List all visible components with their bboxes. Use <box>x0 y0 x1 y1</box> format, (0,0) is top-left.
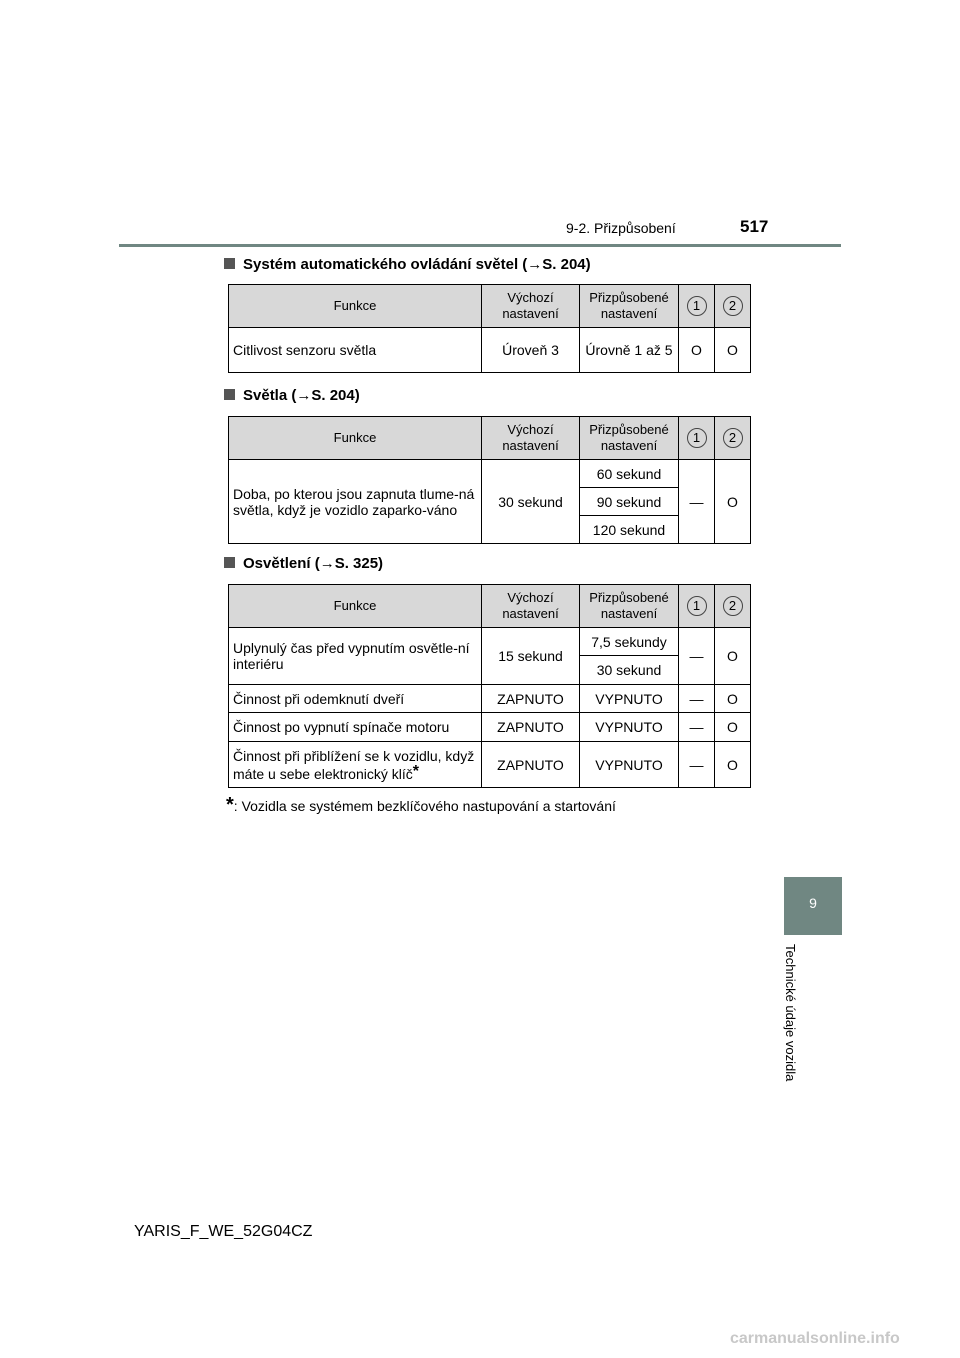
col2-cell: O <box>715 742 751 788</box>
col2-cell: O <box>715 328 751 373</box>
settings-table-2 <box>228 416 751 544</box>
custom-cell: VYPNUTO <box>580 685 679 713</box>
footnote: *: Vozidla se systémem bezklíčového nastupování a startování <box>226 794 616 816</box>
table-row <box>229 460 751 488</box>
function-cell: Činnost při přiblížení se k vozidlu, když máte u sebe elektronický klíč* <box>229 742 482 788</box>
default-cell: ZAPNUTO <box>482 742 580 788</box>
circled-1-icon: 1 <box>687 596 707 616</box>
col-header-function: Funkce <box>229 417 482 460</box>
page-number: 517 <box>740 217 769 236</box>
custom-cell: 30 sekund <box>580 656 679 685</box>
col1-cell: O <box>679 328 715 373</box>
col2-cell: O <box>715 460 751 544</box>
square-bullet-icon <box>224 557 235 568</box>
custom-cell: Úrovně 1 až 5 <box>580 328 679 373</box>
function-cell: Činnost po vypnutí spínače motoru <box>229 713 482 742</box>
col1-cell: — <box>679 685 715 713</box>
col1-cell: — <box>679 713 715 742</box>
default-cell: 30 sekund <box>482 460 580 544</box>
custom-cell: VYPNUTO <box>580 742 679 788</box>
footnote-marker: * <box>226 794 234 816</box>
col-header-custom: Přizpůsobené nastavení <box>580 417 679 460</box>
col2-cell: O <box>715 685 751 713</box>
header-rule <box>119 244 841 247</box>
circled-1-icon: 1 <box>687 296 707 316</box>
square-bullet-icon <box>224 258 235 269</box>
settings-table-3 <box>228 584 751 788</box>
function-cell: Doba, po kterou jsou zapnuta tlume-ná světla, když je vozidlo zaparko-váno <box>229 460 482 544</box>
col-header-function: Funkce <box>229 285 482 328</box>
table-header-row <box>229 417 751 460</box>
section-heading-1: Systém automatického ovládání světel (→S. 204) <box>224 256 591 273</box>
table-row <box>229 713 751 742</box>
col-header-custom: Přizpůsobené nastavení <box>580 585 679 628</box>
table-row <box>229 685 751 713</box>
default-cell: 15 sekund <box>482 628 580 685</box>
section-heading-3: Osvětlení (→S. 325) <box>224 555 383 572</box>
circled-2-icon: 2 <box>723 428 743 448</box>
circled-2-icon: 2 <box>723 596 743 616</box>
col2-cell: O <box>715 713 751 742</box>
header-section: 9-2. Přizpůsobení <box>566 220 676 236</box>
default-cell: Úroveň 3 <box>482 328 580 373</box>
circled-1-icon: 1 <box>687 428 707 448</box>
col-header-custom: Přizpůsobené nastavení <box>580 285 679 328</box>
function-cell: Citlivost senzoru světla <box>229 328 482 373</box>
chapter-tab: 9 <box>784 877 842 935</box>
section-heading-2: Světla (→S. 204) <box>224 387 360 404</box>
function-cell: Uplynulý čas před vypnutím osvětle-ní interiéru <box>229 628 482 685</box>
square-bullet-icon <box>224 389 235 400</box>
table-row <box>229 742 751 788</box>
default-cell: ZAPNUTO <box>482 713 580 742</box>
col-header-default: Výchozí nastavení <box>482 285 580 328</box>
custom-cell: VYPNUTO <box>580 713 679 742</box>
col-header-function: Funkce <box>229 585 482 628</box>
col2-cell: O <box>715 628 751 685</box>
table-header-row <box>229 285 751 328</box>
col-header-default: Výchozí nastavení <box>482 417 580 460</box>
col-header-default: Výchozí nastavení <box>482 585 580 628</box>
table-row <box>229 328 751 373</box>
col1-cell: — <box>679 460 715 544</box>
footer-code: YARIS_F_WE_52G04CZ <box>134 1223 313 1240</box>
settings-table-1 <box>228 284 751 373</box>
col1-cell: — <box>679 628 715 685</box>
footnote-marker: * <box>412 762 419 780</box>
custom-cell: 60 sekund <box>580 460 679 488</box>
custom-cell: 7,5 sekundy <box>580 628 679 656</box>
table-row <box>229 628 751 656</box>
circled-2-icon: 2 <box>723 296 743 316</box>
custom-cell: 120 sekund <box>580 516 679 544</box>
table-header-row <box>229 585 751 628</box>
function-cell: Činnost při odemknutí dveří <box>229 685 482 713</box>
chapter-tab-label: Technické údaje vozidla <box>783 944 798 1082</box>
default-cell: ZAPNUTO <box>482 685 580 713</box>
watermark: carmanualsonline.info <box>730 1330 900 1347</box>
col1-cell: — <box>679 742 715 788</box>
custom-cell: 90 sekund <box>580 488 679 516</box>
